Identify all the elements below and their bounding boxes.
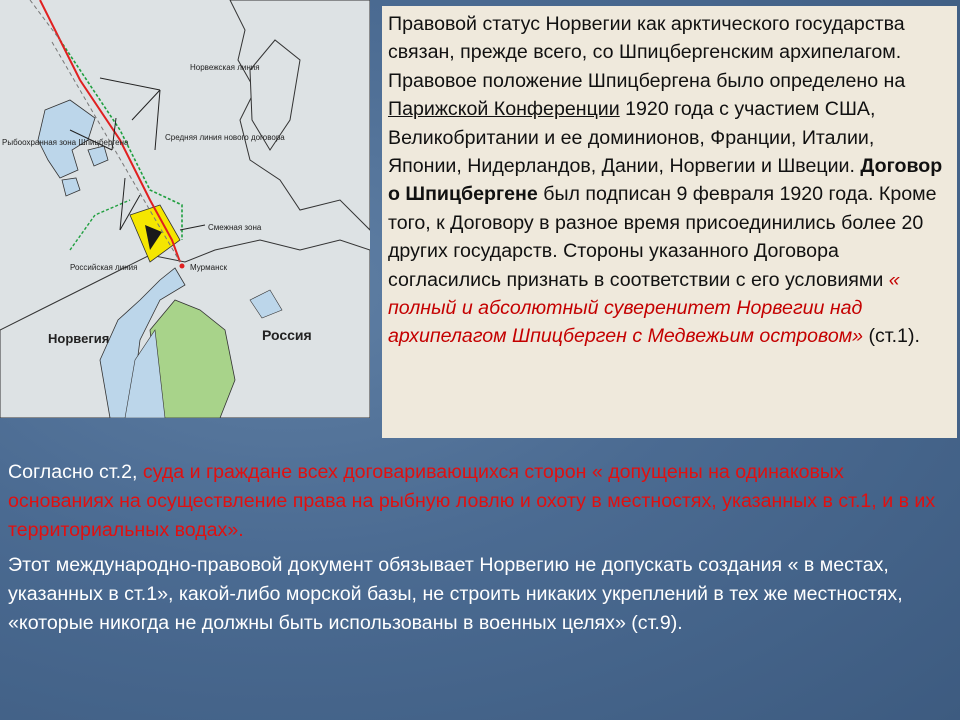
label-russia: Россия (262, 327, 312, 343)
label-norway-line: Норвежская линия (190, 63, 260, 72)
treaty-title: Договор о Шпицбергене (388, 155, 943, 206)
article-2-paragraph (8, 458, 948, 545)
barents-sea-map (0, 0, 370, 418)
text-signing: был подписан 9 февраля 1920 года. Кроме того, к Договору в разное время присоединились более 20 других государств. Стороны указанного Договора согласились признать в соответствии с его условиями (388, 183, 937, 291)
murmansk-dot (180, 264, 185, 269)
svalbard-text-panel (382, 6, 957, 438)
svalbard-paragraph (388, 10, 951, 351)
map-image (0, 0, 370, 418)
paris-conference-link[interactable]: Парижской Конференции (388, 98, 620, 121)
label-adjacent-zone: Смежная зона (208, 223, 262, 232)
bottom-text (8, 458, 948, 638)
label-fishing-zone: Рыбоохранная зона Шпицбергена (2, 138, 129, 147)
article-2-quote: суда и граждане всех договаривающихся сторон « допущены на одинаковых основаниях на осуществление права на рыбную ловлю и охоту в местностях, указанных в ст.1, и в их территориальных водах». (8, 461, 936, 541)
label-norway: Норвегия (48, 331, 110, 346)
label-murmansk: Мурманск (190, 263, 227, 272)
article-2-intro: Согласно ст.2, (8, 461, 143, 483)
label-russian-line: Российская линия (70, 263, 138, 272)
label-median-line: Средняя линия нового договора (165, 133, 285, 142)
article-9-paragraph: Этот международно-правовой документ обязывает Норвегию не допускать создания « в местах, указанных в ст.1», какой-либо морской базы, не строить никаких укреплений в тех же местностях, «которые никогда не должны быть использованы в военных целях» (ст.9). (8, 554, 903, 634)
sovereignty-quote: « полный и абсолютный суверенитет Норвегии над архипелагом Шпицберген с Медвежьим островом» (388, 268, 900, 348)
text-article-ref: (ст.1). (863, 325, 920, 348)
text-intro: Правовой статус Норвегии как арктического государства связан, прежде всего, со Шпицбергенским архипелагом. Правовое положение Шпицбергена было определено на (388, 13, 906, 92)
text-participants: 1920 года с участием США, Великобритании и ее доминионов, Франции, Италии, Японии, Нидерландов, Дании, Норвегии и Швеции. (388, 98, 876, 178)
